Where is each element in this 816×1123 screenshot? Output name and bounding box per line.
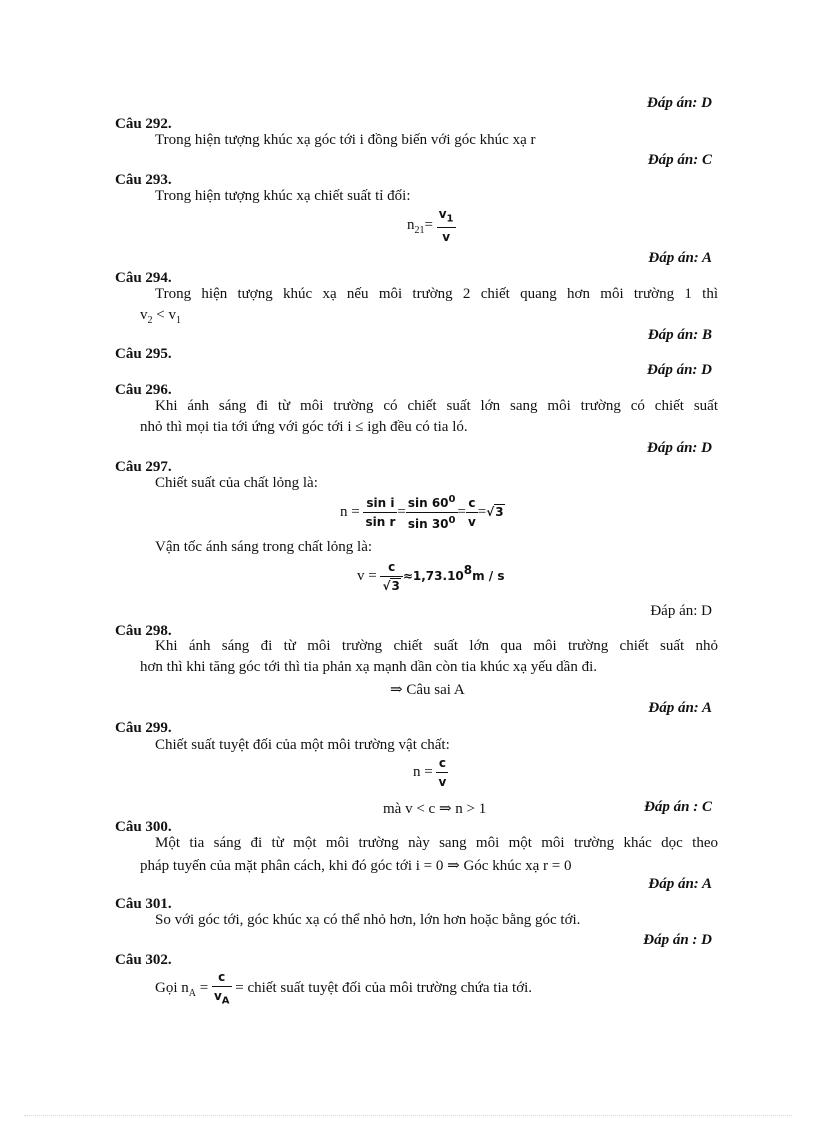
question-298-line1: Khi ánh sáng đi từ môi trường chiết suất lớn qua môi trường chiết suất nhỏ <box>155 638 718 654</box>
v1-sub: 1 <box>175 315 181 326</box>
fraction-numerator: v <box>438 207 447 221</box>
question-296-title: Câu 296. <box>115 382 172 398</box>
answer-291: Đáp án: D <box>646 95 712 111</box>
question-301-title: Câu 301. <box>115 896 172 912</box>
formula-n-c-v <box>413 757 448 788</box>
q302-frac-v: v <box>213 989 222 1003</box>
answer-292: Đáp án: C <box>647 152 712 168</box>
answer-296: Đáp án: D <box>646 440 712 456</box>
question-296-line1: Khi ánh sáng đi từ môi trường có chiết suất lớn sang môi trường có chiết suất <box>155 398 718 414</box>
fraction-c-num: c <box>380 561 402 577</box>
question-298-line2: hơn thì khi tăng góc tới thì tia phản xạ mạnh dần còn tia khúc xạ yếu dần đi. <box>140 659 598 675</box>
sqrt-3-den-value: 3 <box>391 579 400 593</box>
formula-n21-lhs: n <box>407 217 415 234</box>
q302-post: = chiết suất tuyệt đối của môi trường chứa tia tới. <box>231 980 533 997</box>
v2-sub: 2 <box>147 315 153 326</box>
answer-301: Đáp án : D <box>643 932 712 948</box>
v1-symbol: v <box>168 307 176 323</box>
question-292-title: Câu 292. <box>115 116 172 132</box>
fraction-sin30: sin 30 <box>407 517 449 531</box>
fraction-sin60: sin 60 <box>407 496 449 510</box>
question-296-line2: nhỏ thì mọi tia tới ứng với góc tới i ≤ igh đều có tia ló. <box>140 419 468 435</box>
formula-v: v = <box>357 567 377 584</box>
question-300-line1: Một tia sáng đi từ một môi trường này sang môi một môi trường khác dọc theo <box>155 835 718 851</box>
formula-eq-1: = <box>397 503 406 520</box>
q302-pre-sub: A <box>188 988 196 1000</box>
formula-n21-eq: = <box>424 217 433 234</box>
fraction-denominator: v <box>442 230 451 245</box>
question-294-text: Trong hiện tượng khúc xạ nếu môi trường 2 chiết quang hơn môi trường 1 thì <box>155 286 718 302</box>
fraction-c-v <box>466 497 478 528</box>
question-294-title: Câu 294. <box>115 270 172 286</box>
question-300-title: Câu 300. <box>115 819 172 835</box>
answer-297: Đáp án: D <box>650 603 712 619</box>
question-299-condition: mà v < c ⇒ n > 1 <box>383 801 487 817</box>
q302-eq: = <box>195 980 212 997</box>
question-297-title: Câu 297. <box>115 459 172 475</box>
formula-n: n = <box>340 503 360 520</box>
question-297-text2: Vận tốc ánh sáng trong chất lỏng là: <box>155 539 373 555</box>
sqrt-3-den: √3 <box>382 579 400 593</box>
fraction-sinr: sin r <box>365 515 396 529</box>
question-293-title: Câu 293. <box>115 172 172 188</box>
question-294-inequality <box>140 307 181 326</box>
footer-divider <box>24 1115 792 1116</box>
question-300-line2: pháp tuyến của mặt phân cách, khi đó góc tới i = 0 ⇒ Góc khúc xạ r = 0 <box>140 858 572 874</box>
question-295-title: Câu 295. <box>115 346 172 362</box>
question-297-text1: Chiết suất của chất lỏng là: <box>155 475 318 491</box>
question-298-conclusion: ⇒ Câu sai A <box>390 682 465 698</box>
fraction-v: v <box>467 515 476 529</box>
formula-eq-3: = <box>477 503 487 520</box>
fraction-299-v: v <box>438 775 447 789</box>
answer-298: Đáp án: A <box>648 700 712 716</box>
degree-30: 0 <box>448 515 456 526</box>
fraction-sini-sinr <box>363 497 397 528</box>
formula-refractive-index <box>340 495 505 530</box>
formula-299-n: n = <box>413 763 433 780</box>
fraction-299-c-v <box>436 757 448 788</box>
fraction-v1-v <box>437 208 456 243</box>
answer-299: Đáp án : C <box>644 799 712 815</box>
unit-ms: m / s <box>472 568 505 583</box>
sqrt-3: √3 <box>486 504 504 519</box>
q302-frac-v-sub: A <box>221 995 230 1007</box>
question-298-title: Câu 298. <box>115 623 172 639</box>
formula-n21-lhs-sub: 21 <box>414 225 425 237</box>
fraction-299-c: c <box>436 757 448 773</box>
question-299-title: Câu 299. <box>115 720 172 736</box>
question-301-text: So với góc tới, góc khúc xạ có thể nhỏ hơn, lớn hơn hoặc bằng góc tới. <box>155 912 581 928</box>
exponent-8: 8 <box>463 562 473 577</box>
question-299-text: Chiết suất tuyệt đối của một môi trường vật chất: <box>155 737 450 753</box>
question-302-text <box>155 971 532 1006</box>
answer-295: Đáp án: D <box>646 362 712 378</box>
question-302-title: Câu 302. <box>115 952 172 968</box>
fraction-sin60-sin30 <box>406 495 458 530</box>
answer-300: Đáp án: A <box>648 876 712 892</box>
question-293-text: Trong hiện tượng khúc xạ chiết suất tỉ đối: <box>155 188 411 204</box>
sqrt-3-value: 3 <box>495 504 504 519</box>
formula-n21 <box>407 208 456 243</box>
less-than: < <box>152 307 169 323</box>
fraction-c-vA <box>212 971 232 1006</box>
formula-speed <box>357 561 505 592</box>
q302-frac-c: c <box>212 971 232 987</box>
fraction-c-sqrt3 <box>380 561 402 592</box>
v2-symbol: v <box>140 307 148 323</box>
fraction-numerator-sub: 1 <box>446 213 454 225</box>
fraction-sini: sin i <box>363 497 397 513</box>
fraction-c: c <box>466 497 478 513</box>
degree-60: 0 <box>448 494 456 505</box>
approx-value: ≈1,73.10 <box>402 568 464 583</box>
formula-eq-2: = <box>457 503 466 520</box>
q302-pre: Gọi n <box>155 980 189 997</box>
answer-293: Đáp án: A <box>648 250 712 266</box>
answer-294: Đáp án: B <box>647 327 712 343</box>
question-292-text: Trong hiện tượng khúc xạ góc tới i đồng biến với góc khúc xạ r <box>155 132 536 148</box>
